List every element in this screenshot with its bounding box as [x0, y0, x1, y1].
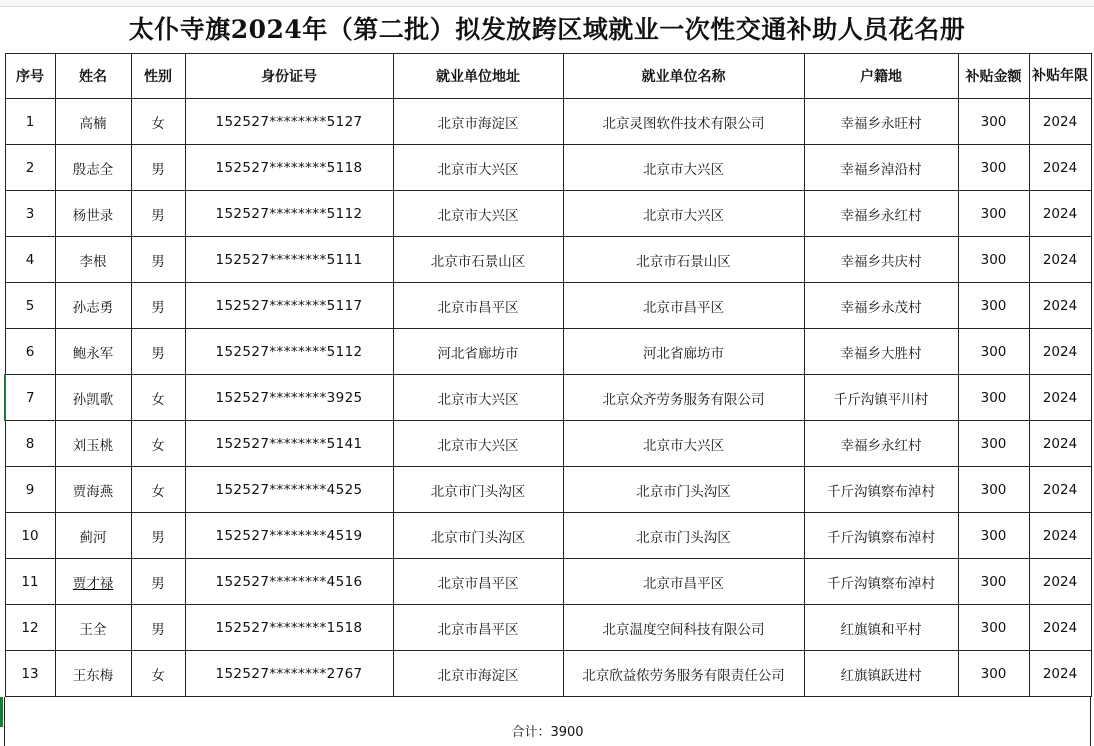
- cell-amount[interactable]: 300: [958, 513, 1029, 559]
- cell-hometown[interactable]: 幸福乡大胜村: [804, 329, 958, 375]
- cell-gender[interactable]: 男: [131, 191, 185, 237]
- header-year[interactable]: 补贴年限: [1029, 54, 1091, 99]
- cell-amount[interactable]: 300: [958, 237, 1029, 283]
- cell-work-address[interactable]: 河北省廊坊市: [393, 329, 563, 375]
- table-row: [5, 237, 1091, 283]
- total-row[interactable]: [4, 697, 1091, 746]
- header-work-address[interactable]: 就业单位地址: [393, 54, 563, 99]
- cell-index[interactable]: 13: [5, 651, 55, 697]
- cell-year[interactable]: 2024: [1029, 467, 1091, 513]
- cell-index[interactable]: 9: [5, 467, 55, 513]
- cell-index[interactable]: 4: [5, 237, 55, 283]
- cell-name[interactable]: 王东梅: [55, 651, 131, 697]
- cell-gender[interactable]: 男: [131, 283, 185, 329]
- cell-gender[interactable]: 男: [131, 605, 185, 651]
- cell-id[interactable]: 152527********2767: [185, 651, 393, 697]
- table-row: [5, 283, 1091, 329]
- cell-name[interactable]: 刘玉桃: [55, 421, 131, 467]
- cell-gender[interactable]: 男: [131, 237, 185, 283]
- header-id[interactable]: 身份证号: [185, 54, 393, 99]
- cell-employer[interactable]: 北京市昌平区: [563, 283, 804, 329]
- cell-employer[interactable]: 北京灵图软件技术有限公司: [563, 99, 804, 145]
- cell-work-address[interactable]: 北京市大兴区: [393, 191, 563, 237]
- cell-employer[interactable]: 北京市石景山区: [563, 237, 804, 283]
- cell-year[interactable]: 2024: [1029, 283, 1091, 329]
- cell-name[interactable]: 李根: [55, 237, 131, 283]
- cell-gender[interactable]: 男: [131, 329, 185, 375]
- cell-name[interactable]: 蓟河: [55, 513, 131, 559]
- cell-amount[interactable]: 300: [958, 375, 1029, 421]
- cell-year[interactable]: 2024: [1029, 191, 1091, 237]
- cell-id[interactable]: 152527********4519: [185, 513, 393, 559]
- cell-work-address[interactable]: 北京市石景山区: [393, 237, 563, 283]
- cell-year[interactable]: 2024: [1029, 421, 1091, 467]
- header-index[interactable]: 序号: [5, 54, 55, 99]
- cell-gender[interactable]: 男: [131, 145, 185, 191]
- roster-table: [4, 53, 1092, 697]
- cell-hometown[interactable]: 千斤沟镇察布淖村: [804, 559, 958, 605]
- cell-amount[interactable]: 300: [958, 559, 1029, 605]
- cell-hometown[interactable]: 千斤沟镇察布淖村: [804, 513, 958, 559]
- cell-amount[interactable]: 300: [958, 191, 1029, 237]
- cell-id[interactable]: 152527********5141: [185, 421, 393, 467]
- cell-employer[interactable]: 北京市大兴区: [563, 421, 804, 467]
- cell-amount[interactable]: 300: [958, 605, 1029, 651]
- cell-employer[interactable]: 北京市昌平区: [563, 559, 804, 605]
- header-hometown[interactable]: 户籍地: [804, 54, 958, 99]
- table-row: [5, 99, 1091, 145]
- cell-index[interactable]: 6: [5, 329, 55, 375]
- cell-amount[interactable]: 300: [958, 99, 1029, 145]
- cell-index[interactable]: 12: [5, 605, 55, 651]
- cell-year[interactable]: 2024: [1029, 99, 1091, 145]
- cell-name[interactable]: 高楠: [55, 99, 131, 145]
- cell-hometown[interactable]: 幸福乡永旺村: [804, 99, 958, 145]
- cell-gender[interactable]: 女: [131, 421, 185, 467]
- cell-year[interactable]: 2024: [1029, 513, 1091, 559]
- cell-amount[interactable]: 300: [958, 329, 1029, 375]
- cell-name[interactable]: 贾才禄: [55, 559, 131, 605]
- cell-index[interactable]: 10: [5, 513, 55, 559]
- cell-name[interactable]: 王全: [55, 605, 131, 651]
- cell-id[interactable]: 152527********4525: [185, 467, 393, 513]
- cell-id[interactable]: 152527********5127: [185, 99, 393, 145]
- cell-employer[interactable]: 北京众齐劳务服务有限公司: [563, 375, 804, 421]
- cell-gender[interactable]: 女: [131, 651, 185, 697]
- cell-amount[interactable]: 300: [958, 651, 1029, 697]
- cell-index[interactable]: 3: [5, 191, 55, 237]
- cell-id[interactable]: 152527********5111: [185, 237, 393, 283]
- cell-amount[interactable]: 300: [958, 421, 1029, 467]
- table-row: [5, 467, 1091, 513]
- cell-name[interactable]: 殷志全: [55, 145, 131, 191]
- cell-work-address[interactable]: 北京市海淀区: [393, 99, 563, 145]
- cell-employer[interactable]: 北京市门头沟区: [563, 513, 804, 559]
- cell-id[interactable]: 152527********5118: [185, 145, 393, 191]
- cell-employer[interactable]: 北京市门头沟区: [563, 467, 804, 513]
- document-title: 太仆寺旗2024年（第二批）拟发放跨区域就业一次性交通补助人员花名册: [128, 15, 966, 44]
- header-row: [5, 54, 1091, 99]
- cell-index[interactable]: 11: [5, 559, 55, 605]
- cell-name[interactable]: 孙志勇: [55, 283, 131, 329]
- cell-name[interactable]: 贾海燕: [55, 467, 131, 513]
- cell-name[interactable]: 杨世录: [55, 191, 131, 237]
- cell-hometown[interactable]: 红旗镇和平村: [804, 605, 958, 651]
- cell-work-address[interactable]: 北京市大兴区: [393, 375, 563, 421]
- cell-year[interactable]: 2024: [1029, 329, 1091, 375]
- cell-employer[interactable]: 北京温度空间科技有限公司: [563, 605, 804, 651]
- header-name[interactable]: 姓名: [55, 54, 131, 99]
- cell-year[interactable]: 2024: [1029, 237, 1091, 283]
- cell-year[interactable]: 2024: [1029, 375, 1091, 421]
- table-row: [5, 191, 1091, 237]
- cell-work-address[interactable]: 北京市昌平区: [393, 283, 563, 329]
- cell-gender[interactable]: 女: [131, 375, 185, 421]
- header-gender[interactable]: 性别: [131, 54, 185, 99]
- table-row: [5, 559, 1091, 605]
- cell-id[interactable]: 152527********5112: [185, 191, 393, 237]
- cell-index[interactable]: 8: [5, 421, 55, 467]
- cell-name[interactable]: 鲍永军: [55, 329, 131, 375]
- sheet-toolbar-edge: [0, 0, 1094, 7]
- cell-id[interactable]: 152527********5117: [185, 283, 393, 329]
- cell-hometown[interactable]: 幸福乡永红村: [804, 191, 958, 237]
- table-row: [5, 605, 1091, 651]
- cell-index[interactable]: 7: [5, 375, 55, 421]
- selection-edge-marker: [0, 697, 3, 727]
- cell-work-address[interactable]: 北京市大兴区: [393, 145, 563, 191]
- cell-employer[interactable]: 北京市大兴区: [563, 145, 804, 191]
- cell-gender[interactable]: 女: [131, 467, 185, 513]
- cell-work-address[interactable]: 北京市大兴区: [393, 421, 563, 467]
- cell-employer[interactable]: 河北省廊坊市: [563, 329, 804, 375]
- cell-work-address[interactable]: 北京市海淀区: [393, 651, 563, 697]
- cell-id[interactable]: 152527********5112: [185, 329, 393, 375]
- table-row: [5, 651, 1091, 697]
- cell-work-address[interactable]: 北京市门头沟区: [393, 467, 563, 513]
- cell-year[interactable]: 2024: [1029, 605, 1091, 651]
- cell-hometown[interactable]: 红旗镇跃进村: [804, 651, 958, 697]
- cell-name[interactable]: 孙凯歌: [55, 375, 131, 421]
- cell-hometown[interactable]: 幸福乡淖沿村: [804, 145, 958, 191]
- cell-index[interactable]: 5: [5, 283, 55, 329]
- header-amount[interactable]: 补贴金额: [958, 54, 1029, 99]
- cell-id[interactable]: 152527********4516: [185, 559, 393, 605]
- cell-hometown[interactable]: 幸福乡永茂村: [804, 283, 958, 329]
- header-employer[interactable]: 就业单位名称: [563, 54, 804, 99]
- table-row: [5, 513, 1091, 559]
- cell-work-address[interactable]: 北京市昌平区: [393, 605, 563, 651]
- cell-amount[interactable]: 300: [958, 283, 1029, 329]
- cell-id[interactable]: 152527********3925: [185, 375, 393, 421]
- cell-index[interactable]: 2: [5, 145, 55, 191]
- table-row: [5, 145, 1091, 191]
- cell-employer[interactable]: 北京市大兴区: [563, 191, 804, 237]
- table-row: [5, 329, 1091, 375]
- cell-employer[interactable]: 北京欣益侬劳务服务有限责任公司: [563, 651, 804, 697]
- cell-amount[interactable]: 300: [958, 145, 1029, 191]
- cell-gender[interactable]: 女: [131, 99, 185, 145]
- cell-year[interactable]: 2024: [1029, 559, 1091, 605]
- cell-id[interactable]: 152527********1518: [185, 605, 393, 651]
- cell-amount[interactable]: 300: [958, 467, 1029, 513]
- cell-hometown[interactable]: 幸福乡共庆村: [804, 237, 958, 283]
- cell-year[interactable]: 2024: [1029, 651, 1091, 697]
- cell-index[interactable]: 1: [5, 99, 55, 145]
- table-row: [5, 375, 1091, 421]
- cell-hometown[interactable]: 幸福乡永红村: [804, 421, 958, 467]
- cell-year[interactable]: 2024: [1029, 145, 1091, 191]
- cell-gender[interactable]: 男: [131, 559, 185, 605]
- cell-work-address[interactable]: 北京市门头沟区: [393, 513, 563, 559]
- total-label: 合计：3900: [511, 725, 584, 740]
- cell-work-address[interactable]: 北京市昌平区: [393, 559, 563, 605]
- cell-gender[interactable]: 男: [131, 513, 185, 559]
- cell-hometown[interactable]: 千斤沟镇察布淖村: [804, 467, 958, 513]
- cell-hometown[interactable]: 千斤沟镇平川村: [804, 375, 958, 421]
- table-row: [5, 421, 1091, 467]
